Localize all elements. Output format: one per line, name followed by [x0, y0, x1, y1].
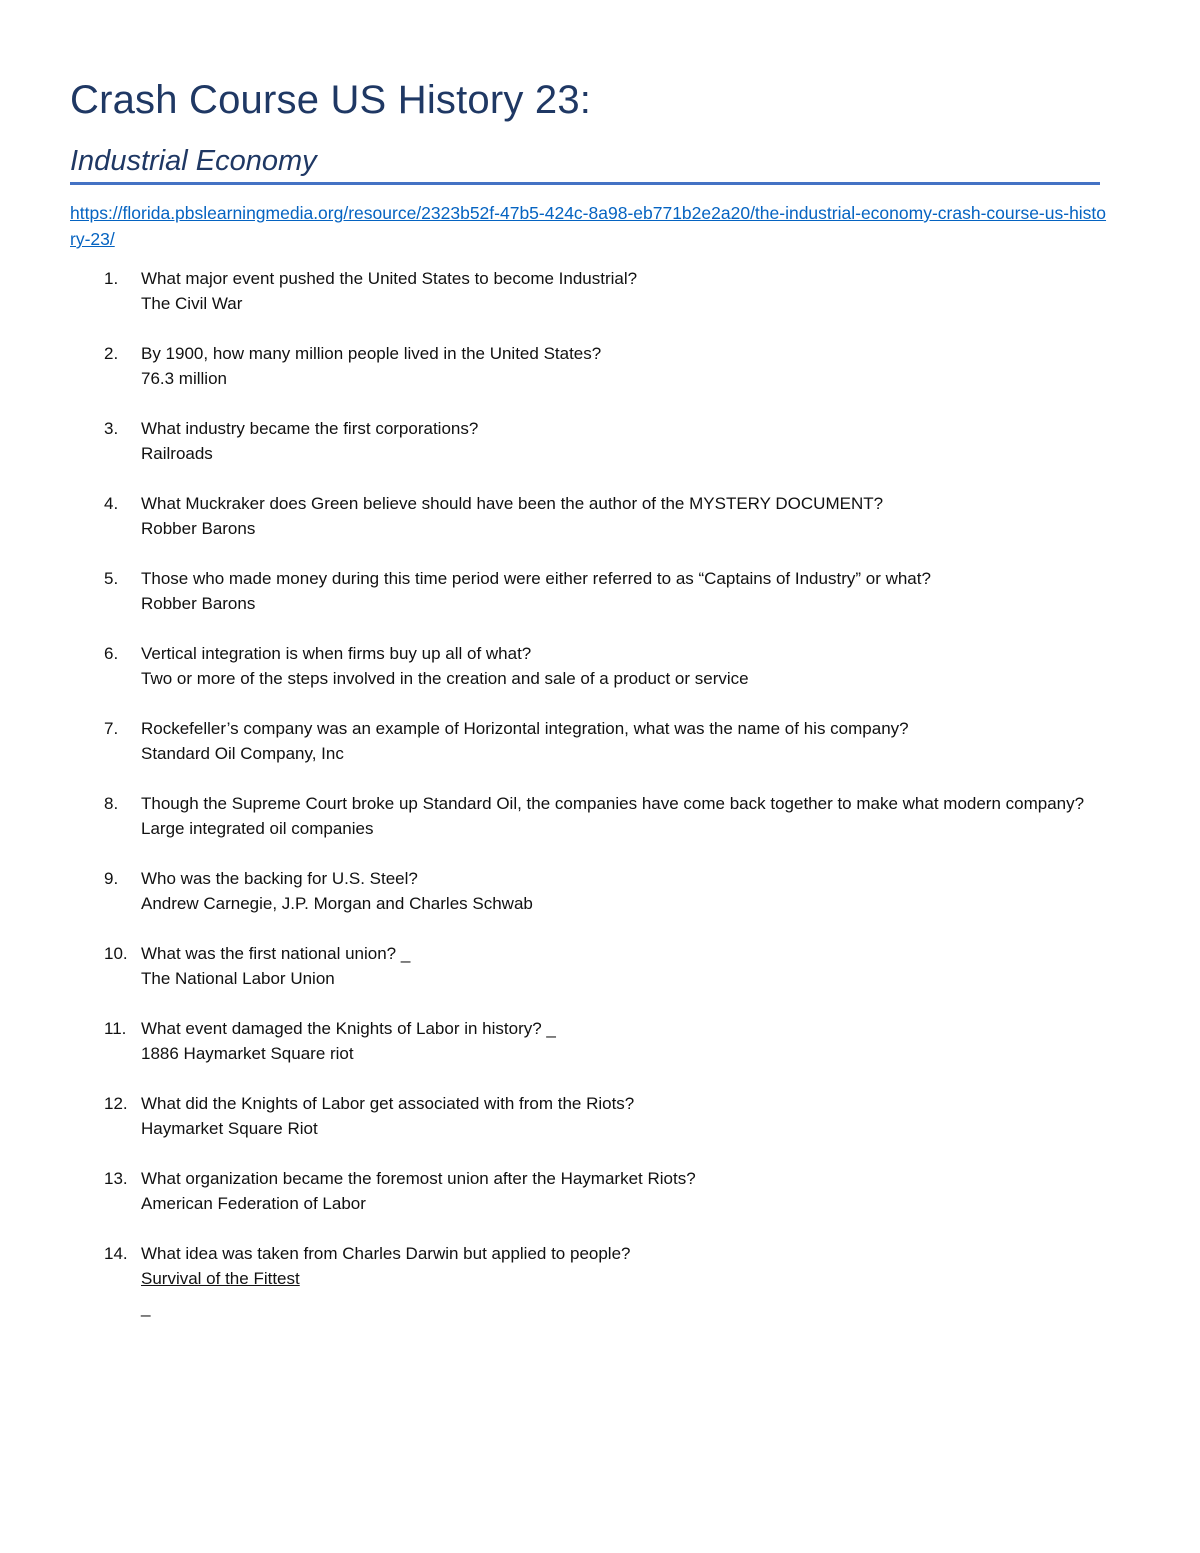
question-number: 12. [104, 1094, 128, 1113]
question-number: 4. [104, 494, 119, 513]
question-text: What major event pushed the United States to become Industrial? [141, 269, 638, 288]
question-text: What idea was taken from Charles Darwin but applied to people? [141, 1244, 631, 1263]
title-divider [70, 182, 1100, 185]
answer-text: American Federation of Labor [141, 1194, 366, 1213]
answer-text: Large integrated oil companies [141, 819, 374, 838]
question-item [0, 566, 1101, 616]
question-text: What industry became the first corporations? [141, 419, 479, 438]
answer-text: Two or more of the steps involved in the creation and sale of a product or service [141, 669, 749, 688]
question-item [0, 941, 1101, 991]
question-text: Though the Supreme Court broke up Standard Oil, the companies have come back together to make what modern company? [141, 794, 1085, 813]
question-text: Vertical integration is when firms buy up all of what? [141, 644, 532, 663]
page-title: Crash Course US History 23: [70, 78, 592, 122]
question-text: Those who made money during this time period were either referred to as “Captains of Industry” or what? [141, 569, 931, 588]
question-item [0, 1016, 1101, 1066]
question-item [0, 716, 1101, 766]
question-number: 5. [104, 569, 119, 588]
question-number: 13. [104, 1169, 128, 1188]
question-item [0, 641, 1101, 691]
answer-text: Robber Barons [141, 594, 256, 613]
question-number: 2. [104, 344, 119, 363]
question-item [0, 341, 1101, 391]
answer-text: Survival of the Fittest [141, 1269, 300, 1288]
question-number: 9. [104, 869, 119, 888]
question-text: What organization became the foremost union after the Haymarket Riots? [141, 1169, 696, 1188]
question-item [0, 1091, 1101, 1141]
answer-text: Railroads [141, 444, 213, 463]
answer-text: Standard Oil Company, Inc [141, 744, 344, 763]
question-item [0, 866, 1101, 916]
answer-text: 1886 Haymarket Square riot [141, 1044, 354, 1063]
question-text: What Muckraker does Green believe should have been the author of the MYSTERY DOCUMENT? [141, 494, 884, 513]
question-number: 6. [104, 644, 119, 663]
question-text: By 1900, how many million people lived in the United States? [141, 344, 602, 363]
question-text: Who was the backing for U.S. Steel? [141, 869, 418, 888]
question-item [0, 1241, 1101, 1320]
answer-text: Andrew Carnegie, J.P. Morgan and Charles Schwab [141, 894, 533, 913]
question-number: 10. [104, 944, 128, 963]
question-text: What event damaged the Knights of Labor in history? _ [141, 1019, 556, 1038]
question-list [0, 266, 1200, 1345]
answer-text: The Civil War [141, 294, 243, 313]
question-number: 14. [104, 1244, 128, 1263]
answer-text: Haymarket Square Riot [141, 1119, 318, 1138]
question-number: 1. [104, 269, 119, 288]
question-text: Rockefeller’s company was an example of Horizontal integration, what was the name of his company? [141, 719, 909, 738]
answer-text: The National Labor Union [141, 969, 335, 988]
question-item [0, 266, 1101, 316]
trailing-blank: _ [141, 1298, 151, 1317]
question-number: 7. [104, 719, 119, 738]
page-subtitle: Industrial Economy [70, 145, 317, 177]
answer-text: Robber Barons [141, 519, 256, 538]
question-item [0, 1166, 1101, 1216]
question-item [0, 791, 1101, 841]
question-item [0, 491, 1101, 541]
question-item [0, 416, 1101, 466]
question-number: 8. [104, 794, 119, 813]
question-text: What was the first national union? _ [141, 944, 411, 963]
question-number: 3. [104, 419, 119, 438]
resource-link[interactable]: https://florida.pbslearningmedia.org/resource/2323b52f-47b5-424c-8a98-eb771b2e2a20/the-industrial-economy-crash-course-us-history-23/ [70, 203, 1107, 249]
answer-text: 76.3 million [141, 369, 227, 388]
question-text: What did the Knights of Labor get associated with from the Riots? [141, 1094, 635, 1113]
question-number: 11. [104, 1019, 127, 1038]
